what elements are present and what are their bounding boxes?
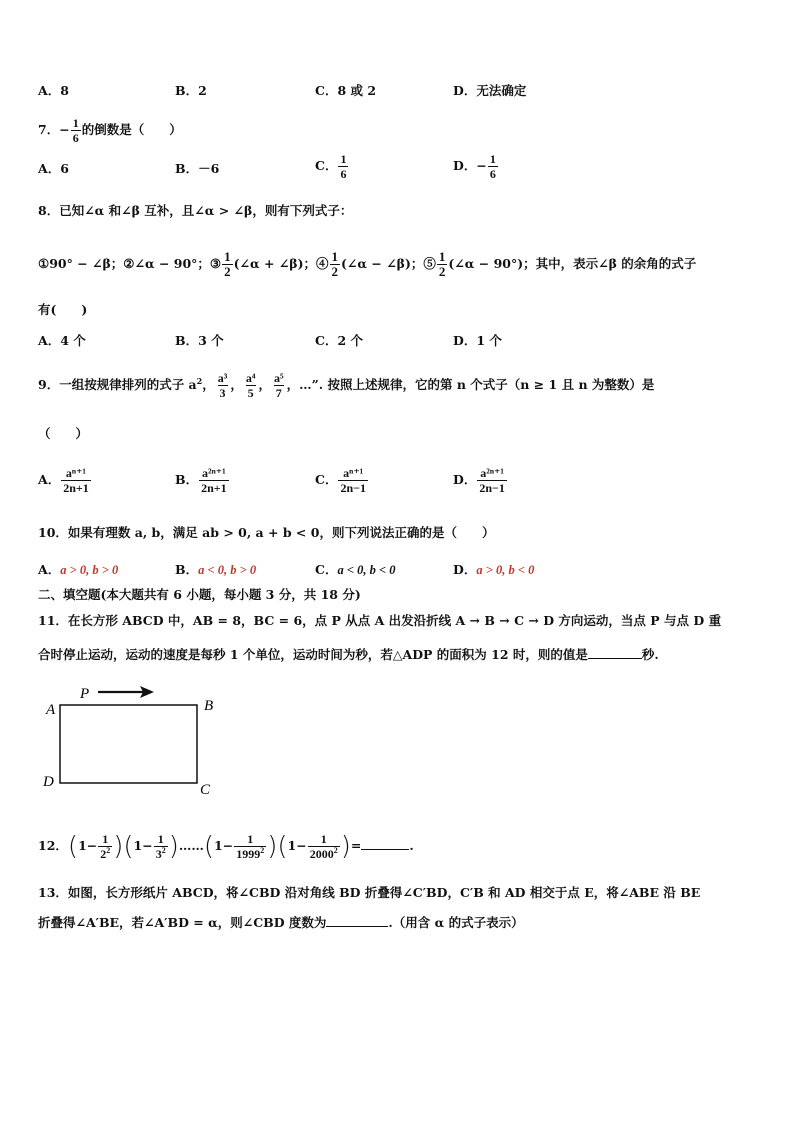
label-c: C [200, 782, 211, 798]
q7-fraction: $\frac{1}{6}$ [72, 116, 79, 145]
q6-option-a: A．8 [38, 83, 69, 98]
q9-option-b: B． $\frac{\text{a²ⁿ⁺¹}}{2n+1}$ [175, 466, 227, 495]
q11-line2: 合时停止运动，运动的速度是每秒 1 个单位，运动时间为秒，若△ADP 的面积为 12 时，则的值是 秒. [38, 647, 659, 662]
label-b: B [204, 698, 214, 714]
q6-option-d: D．无法确定 [453, 83, 527, 98]
q11-answer-blank[interactable] [588, 646, 642, 659]
q13-answer-blank[interactable] [326, 914, 388, 927]
q7-stem: 7．− $\frac{1}{6}$ 的倒数是（ ） [38, 116, 182, 145]
q7-option-d: D．− $\frac{1}{6}$ [453, 152, 496, 181]
q6-option-b: B．2 [175, 83, 207, 98]
label-p: P [80, 686, 90, 702]
q10-stem: 10．如果有理数 a, b，满足 ab > 0, a + b < 0，则下列说法正确的是（ ） [38, 525, 495, 540]
rectangle-abcd [60, 705, 197, 783]
q10-option-d: D．a > 0, b < 0 [453, 562, 535, 577]
q9-option-d: D． $\frac{\text{a²ⁿ⁺¹}}{2n-1}$ [453, 466, 505, 495]
q8-option-c: C．2 个 [315, 333, 364, 348]
q10-option-a: A．a > 0, b > 0 [38, 562, 119, 577]
q11-line1: 11．在长方形 ABCD 中，AB = 8，BC = 6，点 P 从点 A 出发沿折线 A → B → C → D 方向运动，当点 P 与点 D 重 [38, 613, 722, 628]
q11-rectangle-figure [40, 680, 230, 800]
section-heading: 二、填空题(本大题共有 6 小题，每小题 3 分，共 18 分) [38, 587, 361, 602]
q10-option-c: C．a < 0, b < 0 [315, 562, 396, 577]
q13-line1: 13．如图，长方形纸片 ABCD，将∠CBD 沿对角线 BD 折叠得∠C′BD，C′B 和 AD 相交于点 E，将∠ABE 沿 BE [38, 885, 701, 900]
q8-expressions: ①90° − ∠β；②∠α − 90°；③ $\frac{1}{2}$ (∠α + ∠β)；④ $\frac{1}{2}$ (∠α − ∠β)；⑤ $\frac{1}{2}$ (∠α − 90°)；其中，表示∠β 的余角的式子 [38, 249, 697, 279]
q8-option-d: D．1 个 [453, 333, 502, 348]
q6-option-c: C．8 或 2 [315, 83, 377, 98]
q10-option-b: B．a < 0, b > 0 [175, 562, 257, 577]
q12-expression: 12．(1− $\frac{1}{2^2}$ )(1− $\frac{1}{3^2}$ )……(1− $\frac{1}{1999^2}$ )(1− $\frac{1}{2000^2}$ )= . [38, 831, 414, 862]
q8-stem: 8．已知∠α 和∠β 互补，且∠α > ∠β，则有下列式子： [38, 203, 353, 218]
q9-option-a: A． $\frac{\text{aⁿ⁺¹}}{2n+1}$ [38, 466, 89, 495]
label-d: D [43, 774, 54, 790]
q9-option-c: C． $\frac{\text{aⁿ⁺¹}}{2n-1}$ [315, 466, 366, 495]
q7-option-b: B．－6 [175, 161, 220, 176]
q7-option-a: A．6 [38, 161, 69, 176]
q7-option-c: C． $\frac{1}{6}$ [315, 152, 347, 181]
q8-option-a: A．4 个 [38, 333, 86, 348]
q9-answer-paren: （ ） [38, 426, 89, 441]
q13-line2: 折叠得∠A′BE，若∠A′BD = α，则∠CBD 度数为 .（用含 α 的式子表示） [38, 915, 524, 930]
q8-continuation: 有( ) [38, 302, 88, 317]
q8-option-b: B．3 个 [175, 333, 224, 348]
q9-stem: 9．一组按规律排列的式子 $a^2$， $\frac{\text{a³}}{3}$ ， $\frac{\text{a⁴}}{5}$ ， $\frac{\text{a⁵}}{7}$ ，…”. 按照上述规律，它的第 n 个式子（n ≥ 1 且 n 为整数）是 [38, 371, 655, 400]
label-a: A [46, 702, 56, 718]
q12-answer-blank[interactable] [361, 837, 409, 850]
